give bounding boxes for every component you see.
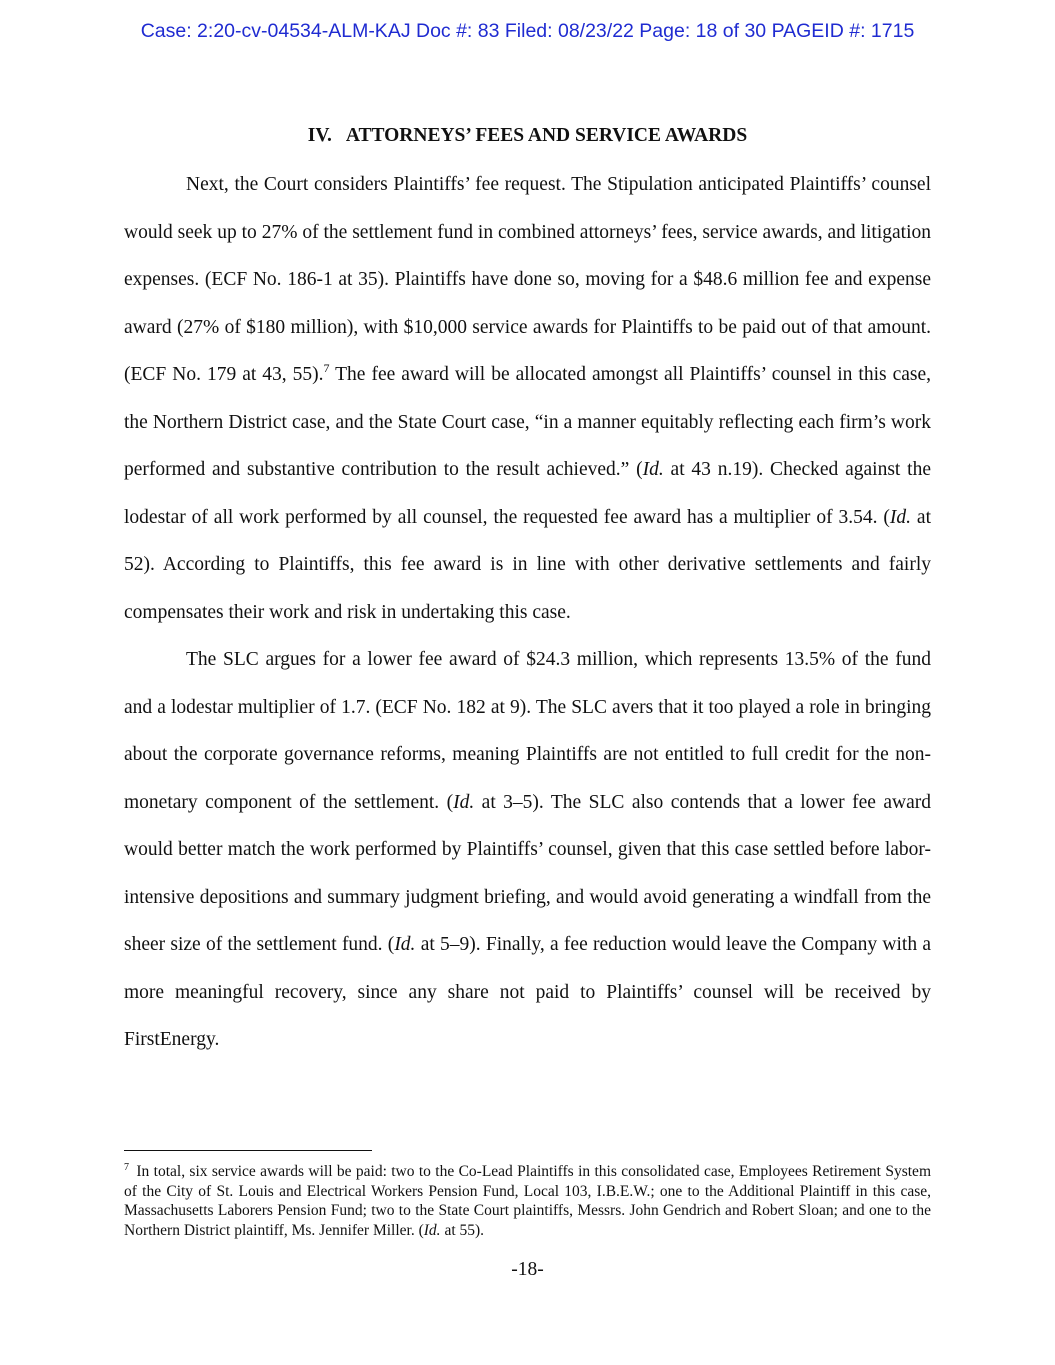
case-header: Case: 2:20-cv-04534-ALM-KAJ Doc #: 83 Filed: 08/23/22 Page: 18 of 30 PAGEID #: 1715 <box>140 20 915 42</box>
footnote-7: $^7$ In total, six service awards will be paid: two to the Co-Lead Plaintiffs in this consolidated case, Employees Retirement System of the City of St. Louis and Electrical Workers Pension Fund, Local 103, I.B.E.W.; one to the Additional Plaintiff in this case, Massachusetts Laborers Pension Fund; two to the State Court plaintiffs, Messrs. John Gendrich and Robert Sloan; and one to the Northern District plaintiff, Ms. Jennifer Miller. (Id. at 55). <box>124 1162 931 1239</box>
section-heading <box>0 125 1055 147</box>
footnote-divider <box>124 1150 372 1151</box>
citation-id: Id. <box>453 791 475 813</box>
paragraph-fee-request: Next, the Court considers Plaintiffs’ fee request. The Stipulation anticipated Plaintiffs’ counsel would seek up to 27% of the settlement fund in combined attorneys’ fees, service awards, and litigation expenses. (ECF No. 186-1 at 35). Plaintiffs have done so, moving for a $48.6 million fee and expense award (27% of $180 million), with $10,000 service awards for Plaintiffs to be paid out of that amount. (ECF No. 179 at 43, 55).$^7$ The fee award will be allocated amongst all Plaintiffs’ counsel in this case, the Northern District case, and the State Court case, “in a manner equitably reflecting each firm’s work performed and substantive contribution to the result achieved.” (Id. at 43 n.19). Checked against the lodestar of all work performed by all counsel, the requested fee award has a multiplier of 3.54. (Id. at 52). According to Plaintiffs, this fee award is in line with other derivative settlements and fairly compensates their work and risk in undertaking this case. <box>124 174 932 623</box>
citation-id: Id. <box>394 934 416 955</box>
citation-id: Id. <box>889 506 912 528</box>
section-number: IV. <box>307 125 332 146</box>
citation-id: Id. <box>423 1221 441 1239</box>
footnote-ref: 7 <box>323 361 330 375</box>
citation-id: Id. <box>642 459 664 480</box>
section-title: ATTORNEYS’ FEES AND SERVICE AWARDS <box>345 125 748 146</box>
body-text <box>124 161 931 1064</box>
page-number: -18- <box>511 1259 544 1280</box>
paragraph-slc-argument: The SLC argues for a lower fee award of $24.3 million, which represents 13.5% of the fund and a lodestar multiplier of 1.7. (ECF No. 182 at 9). The SLC avers that it too played a role in bringing about the corporate governance reforms, meaning Plaintiffs are not entitled to full credit for the non-monetary component of the settlement. (Id. at 3–5). The SLC also contends that a lower fee award would better match the work performed by Plaintiffs’ counsel, given that this case settled before labor-intensive depositions and summary judgment briefing, and would avoid generating a windfall from the sheer size of the settlement fund. (Id. at 5–9). Finally, a fee reduction would leave the Company with a more meaningful recovery, since any share not paid to Plaintiffs’ counsel will be received by FirstEnergy. <box>124 649 931 1050</box>
footnote-number: 7 <box>124 1162 129 1173</box>
